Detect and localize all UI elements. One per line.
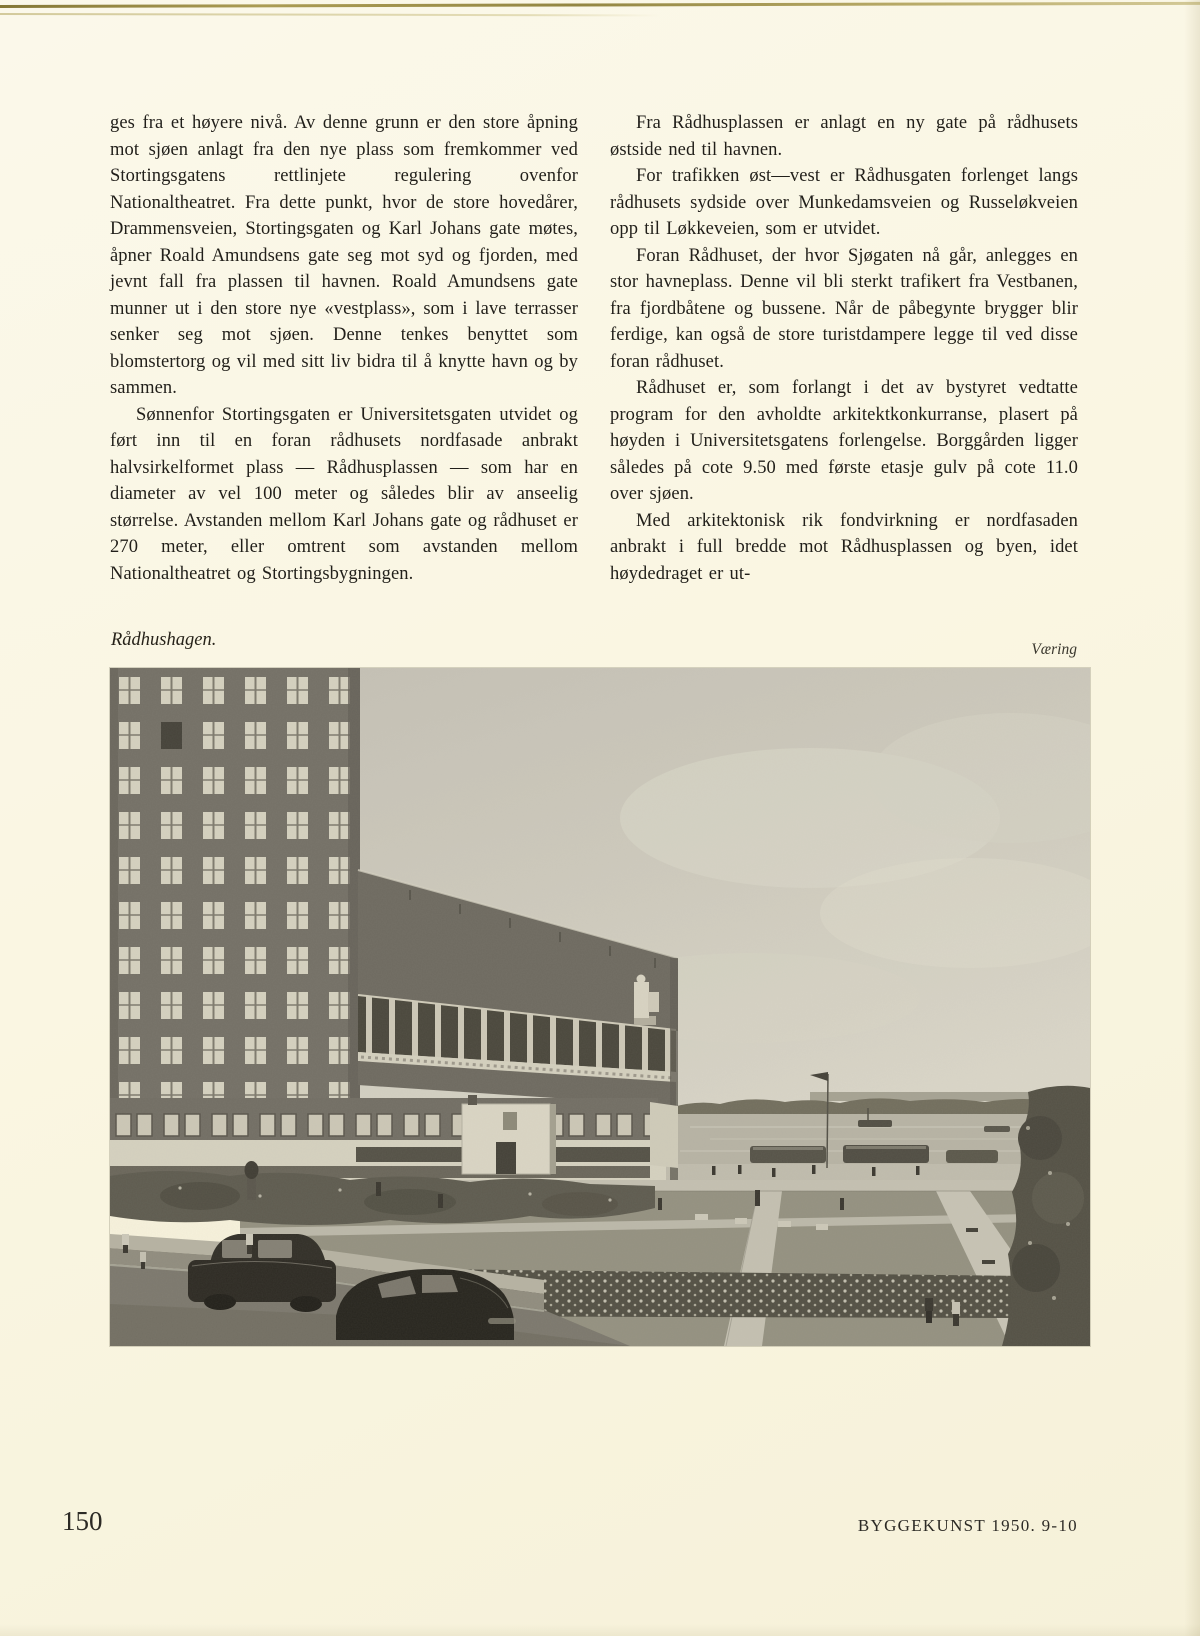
- radhushagen-photo: [110, 668, 1090, 1346]
- page-right-scan-shadow: [1184, 0, 1200, 1636]
- figure-caption: Rådhushagen.: [111, 630, 217, 650]
- photo-credit: Væring: [1031, 641, 1077, 658]
- paragraph: Foran Rådhuset, der hvor Sjøgaten nå går, anlegges en stor havneplass. Denne vil bli sterkt trafikert fra Vestbanen, fra fjordbåtene og bussene. Når de påbegynte brygger blir ferdige, kan også de store turistdampere legge til ved disse foran rådhuset.: [610, 245, 1078, 372]
- radhushagen-photo-art: [110, 668, 1090, 1346]
- text-column-left: [110, 110, 578, 587]
- page-top-scan-edge-2: [0, 13, 660, 16]
- page-bottom-scan-shadow: [0, 1624, 1200, 1636]
- paragraph: For trafikken øst—vest er Rådhusgaten forlenget langs rådhusets sydside over Munkedamsveien og Russeløkveien opp til Løkkeveien, som er utvidet.: [610, 166, 1078, 239]
- paragraph: Fra Rådhusplassen er anlagt en ny gate på rådhusets østside ned til havnen.: [610, 113, 1078, 160]
- paragraph: Rådhuset er, som forlangt i det av bystyret vedtatte program for den avholdte arkitektkonkurranse, plasert på høyden i Universitetsgatens forlengelse. Borggården ligger således på cote 9.50 med første etasje gulv på cote 11.0 over sjøen.: [610, 378, 1078, 504]
- paragraph: Med arkitektonisk rik fondvirkning er nordfasaden anbrakt i full bredde mot Rådhusplassen og byen, idet høydedraget er ut-: [610, 510, 1078, 584]
- text-column-right: [610, 110, 1078, 587]
- page-number: 150: [62, 1506, 103, 1536]
- paragraph: ges fra et høyere nivå. Av denne grunn er den store åpning mot sjøen anlagt fra den nye plass som fremkommer ved Stortingsgatens rettlinjete regulering ovenfor Nationaltheatret. Fra dette punkt, hvor de store hovedårer, Drammensveien, Stortingsgaten og Karl Johans gate møtes, åpner Roald Amundsens gate seg mot syd og fjorden, med jevnt fall fra plassen til havnen. Roald Amundsens gate munner ut i den store nye «vestplass», som i lave terrasser senker seg mot sjøen. Denne tenkes benyttet som blomstertorg og vil med sitt liv bidra til å knytte havn og by sammen.: [110, 113, 578, 398]
- page-top-scan-edge: [0, 2, 1200, 8]
- paragraph: Sønnenfor Stortingsgaten er Universitetsgaten utvidet og ført inn til en foran rådhusets nordfasade anbrakt halvsirkelformet plass — Rådhusplassen — som har en diameter av vel 100 meter og således blir av anseelig størrelse. Avstanden mellom Karl Johans gate og rådhuset er 270 meter, eller omtrent som avstanden mellom Nationaltheatret og Stortingsbygningen.: [110, 404, 578, 584]
- journal-citation: BYGGEKUNST 1950. 9-10: [857, 1516, 1078, 1535]
